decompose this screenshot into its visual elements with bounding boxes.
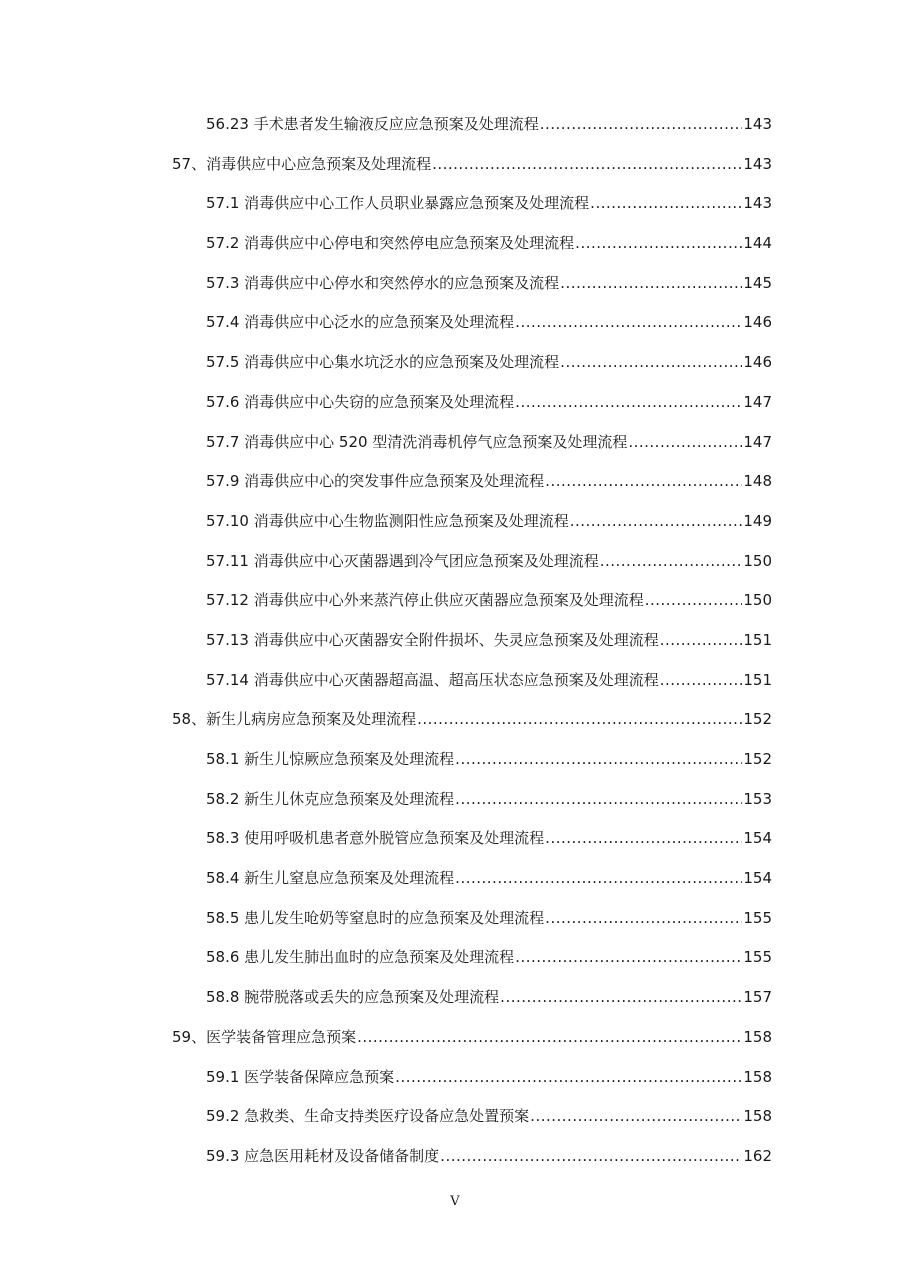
toc-entry-title: 57.9 消毒供应中心的突发事件应急预案及处理流程: [206, 472, 545, 491]
toc-entry-title: 57.12 消毒供应中心外来蒸汽停止供应灭菌器应急预案及处理流程: [206, 591, 644, 610]
toc-entry-title: 58.3 使用呼吸机患者意外脱管应急预案及处理流程: [206, 829, 545, 848]
toc-section-entry[interactable]: [206, 937, 772, 977]
toc-dot-leader: [645, 589, 743, 611]
toc-section-entry[interactable]: [206, 104, 772, 144]
toc-section-entry[interactable]: [206, 223, 772, 263]
toc-section-entry[interactable]: [206, 818, 772, 858]
toc-dot-leader: [432, 153, 742, 175]
toc-chapter-entry[interactable]: [172, 144, 772, 184]
toc-section-entry[interactable]: [206, 382, 772, 422]
toc-entry-page: 152: [743, 750, 772, 768]
toc-dot-leader: [515, 311, 742, 333]
toc-entry-title: 57.10 消毒供应中心生物监测阳性应急预案及处理流程: [206, 511, 569, 530]
toc-entry-title: 57.5 消毒供应中心集水坑泛水的应急预案及处理流程: [206, 353, 560, 372]
toc-dot-leader: [545, 827, 742, 849]
toc-entry-page: 150: [743, 551, 772, 570]
toc-entry-page: 145: [743, 273, 772, 292]
toc-entry-title: 57、消毒供应中心应急预案及处理流程: [172, 154, 432, 173]
toc-dot-leader: [590, 192, 742, 214]
toc-entry-page: 154: [743, 829, 772, 848]
toc-dot-leader: [540, 113, 743, 135]
toc-section-entry[interactable]: [206, 620, 772, 660]
toc-entry-title: 57.11 消毒供应中心灭菌器遇到冷气团应急预案及处理流程: [206, 551, 599, 570]
toc-dot-leader: [440, 1145, 742, 1167]
toc-entry-title: 58、新生儿病房应急预案及处理流程: [172, 710, 417, 729]
toc-entry-title: 59.1 医学装备保障应急预案: [206, 1067, 395, 1086]
toc-chapter-entry[interactable]: [172, 699, 772, 739]
toc-entry-title: 56.23 手术患者发生输液反应应急预案及处理流程: [206, 115, 539, 133]
toc-dot-leader: [515, 946, 742, 968]
toc-dot-leader: [560, 351, 742, 373]
toc-entry-title: 59、医学装备管理应急预案: [172, 1027, 357, 1046]
toc-section-entry[interactable]: [206, 977, 772, 1017]
toc-section-entry[interactable]: [206, 541, 772, 581]
toc-entry-page: 155: [743, 948, 772, 967]
toc-section-entry[interactable]: [206, 422, 772, 462]
toc-dot-leader: [455, 867, 742, 889]
toc-entry-page: 151: [743, 670, 772, 689]
toc-entry-title: 58.1 新生儿惊厥应急预案及处理流程: [206, 750, 455, 768]
toc-section-entry[interactable]: [206, 263, 772, 303]
toc-entry-page: 153: [743, 789, 772, 808]
toc-chapter-entry[interactable]: [172, 1017, 772, 1057]
toc-entry-page: 148: [743, 472, 772, 491]
toc-entry-title: 57.2 消毒供应中心停电和突然停电应急预案及处理流程: [206, 234, 575, 253]
toc-entry-page: 152: [743, 710, 772, 729]
toc-dot-leader: [560, 272, 742, 294]
toc-dot-leader: [570, 510, 743, 532]
toc-entry-page: 151: [743, 630, 772, 649]
toc-entry-page: 150: [743, 591, 772, 610]
toc-dot-leader: [660, 629, 743, 651]
toc-entry-page: 162: [743, 1146, 772, 1165]
toc-entry-page: 147: [743, 392, 772, 411]
toc-entry-title: 57.13 消毒供应中心灭菌器安全附件损坏、失灵应急预案及处理流程: [206, 630, 659, 649]
toc-dot-leader: [455, 748, 742, 770]
toc-entry-title: 57.3 消毒供应中心停水和突然停水的应急预案及流程: [206, 273, 560, 292]
toc-entry-title: 59.3 应急医用耗材及设备储备制度: [206, 1146, 440, 1165]
toc-section-entry[interactable]: [206, 660, 772, 700]
toc-entry-title: 57.14 消毒供应中心灭菌器超高温、超高压状态应急预案及处理流程: [206, 670, 659, 689]
toc-entry-page: 157: [743, 988, 772, 1007]
toc-entry-title: 57.7 消毒供应中心 520 型清洗消毒机停气应急预案及处理流程: [206, 432, 628, 451]
toc-section-entry[interactable]: [206, 858, 772, 898]
toc-dot-leader: [455, 788, 742, 810]
toc-dot-leader: [600, 550, 743, 572]
toc-section-entry[interactable]: [206, 461, 772, 501]
toc-section-entry[interactable]: [206, 779, 772, 819]
toc-section-entry[interactable]: [206, 898, 772, 938]
toc-section-entry[interactable]: [206, 501, 772, 541]
toc-entry-title: 58.4 新生儿窒息应急预案及处理流程: [206, 869, 455, 888]
toc-entry-page: 158: [743, 1027, 772, 1046]
toc-entry-page: 143: [743, 115, 772, 133]
toc-entry-page: 143: [743, 154, 772, 173]
toc-entry-title: 57.6 消毒供应中心失窃的应急预案及处理流程: [206, 392, 515, 411]
toc-section-entry[interactable]: [206, 1057, 772, 1097]
page-number: V: [450, 1194, 460, 1209]
toc-section-entry[interactable]: [206, 302, 772, 342]
toc-entry-page: 149: [743, 511, 772, 530]
toc-entry-title: 57.1 消毒供应中心工作人员职业暴露应急预案及处理流程: [206, 194, 590, 213]
toc-dot-leader: [515, 391, 742, 413]
toc-section-entry[interactable]: [206, 1096, 772, 1136]
toc-dot-leader: [530, 1105, 742, 1127]
toc-entry-title: 59.2 急救类、生命支持类医疗设备应急处置预案: [206, 1107, 530, 1126]
toc-entry-page: 146: [743, 353, 772, 372]
toc-dot-leader: [545, 907, 742, 929]
toc-entry-page: 154: [743, 869, 772, 888]
toc-dot-leader: [357, 1026, 742, 1048]
toc-dot-leader: [395, 1066, 742, 1088]
toc-entry-page: 146: [743, 313, 772, 332]
toc-dot-leader: [545, 470, 742, 492]
toc-entry-title: 58.6 患儿发生肺出血时的应急预案及处理流程: [206, 948, 515, 967]
toc-entry-title: 58.2 新生儿休克应急预案及处理流程: [206, 789, 455, 808]
toc-entry-page: 158: [743, 1067, 772, 1086]
toc-dot-leader: [500, 986, 742, 1008]
toc-entry-page: 158: [743, 1107, 772, 1126]
toc-dot-leader: [417, 708, 742, 730]
toc-entry-title: 58.8 腕带脱落或丢失的应急预案及处理流程: [206, 988, 500, 1007]
toc-section-entry[interactable]: [206, 580, 772, 620]
toc-entry-page: 143: [743, 194, 772, 213]
toc-section-entry[interactable]: [206, 342, 772, 382]
toc-dot-leader: [575, 232, 742, 254]
table-of-contents: [0, 104, 910, 1176]
toc-entry-page: 155: [743, 908, 772, 927]
toc-entry-page: 147: [743, 432, 772, 451]
toc-dot-leader: [628, 431, 742, 453]
toc-section-entry[interactable]: [206, 1136, 772, 1176]
toc-dot-leader: [660, 669, 743, 691]
toc-section-entry[interactable]: [206, 739, 772, 779]
toc-entry-page: 144: [743, 234, 772, 253]
toc-entry-title: 57.4 消毒供应中心泛水的应急预案及处理流程: [206, 313, 515, 332]
toc-section-entry[interactable]: [206, 183, 772, 223]
toc-entry-title: 58.5 患儿发生呛奶等窒息时的应急预案及处理流程: [206, 908, 545, 927]
